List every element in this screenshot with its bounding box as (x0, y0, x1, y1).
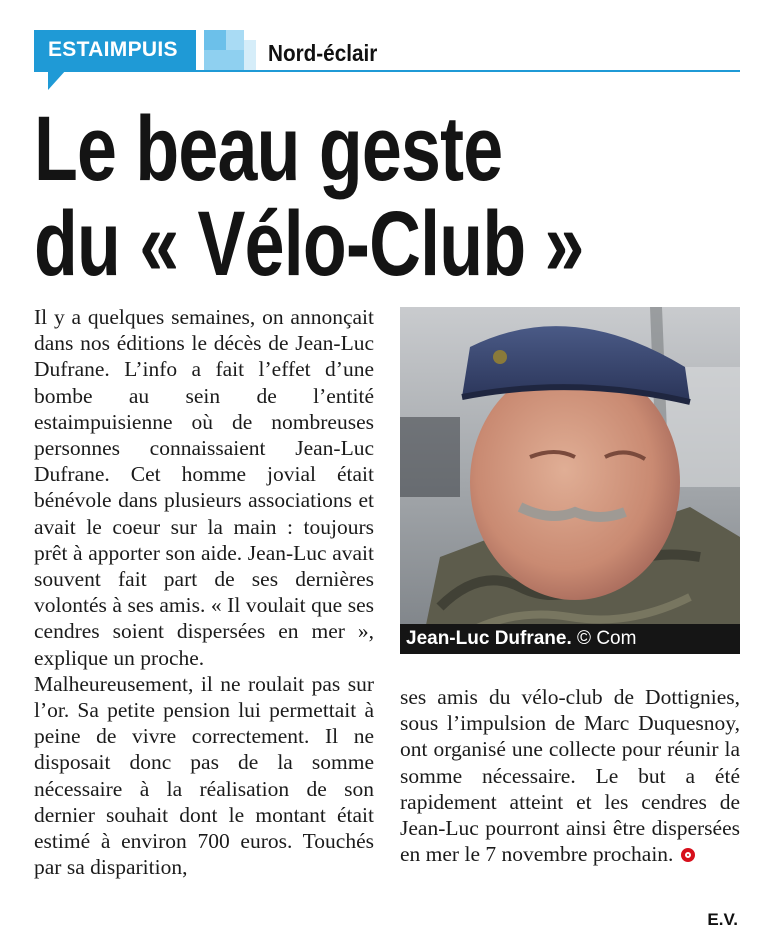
article-column-right (400, 684, 740, 867)
publication-name: Nord-éclair (268, 40, 378, 66)
headline-line-2: du « Vélo-Club » (34, 193, 584, 295)
portrait-illustration (400, 307, 740, 654)
caption-credit: © Com (577, 628, 637, 649)
author-signature: E.V. (707, 910, 738, 929)
caption-name: Jean-Luc Dufrane. (406, 628, 572, 649)
portrait-photo (400, 307, 740, 654)
section-tag-pointer (48, 70, 66, 90)
article-header (34, 30, 740, 92)
article-paragraph-3-text: ses amis du vélo-club de Dottignies, sous l’impulsion de Marc Duquesnoy, ont organisé une collecte pour réunir la somme nécessaire. Le but a été rapidement atteint et les cendres de Jean-Luc pourront ainsi être dispersées en mer le 7 novembre prochain. (400, 685, 740, 867)
article-column-left (34, 304, 374, 880)
article-paragraph-2: Malheureusement, il ne roulait pas sur l’or. Sa petite pension lui permettait à peine de vivre correctement. Il ne disposait donc pas de la somme nécessaire à la réalisation de son dernier souhait dont le montant était estimé à environ 700 euros. Touchés par sa disparition, (34, 671, 374, 880)
end-of-article-icon (681, 848, 695, 862)
headline (34, 98, 596, 295)
photo-caption (400, 624, 740, 654)
header-rule (34, 70, 740, 72)
decorative-blocks (204, 30, 254, 70)
article-paragraph-1: Il y a quelques semaines, on annonçait dans nos éditions le décès de Jean-Luc Dufrane. L’info a fait l’effet d’une bombe au sein de l’entité estaimpuisienne où de nombreuses personnes connaissaient Jean-Luc Dufrane. Cet homme jovial était bénévole dans plusieurs associations et avait le coeur sur la main : toujours prêt à apporter son aide. Jean-Luc avait souvent fait part de ses dernières volontés à ses amis. « Il voulait que ses cendres soient dispersées en mer », explique un proche. (34, 305, 374, 670)
article-paragraph-3 (400, 684, 740, 867)
headline-line-1: Le beau geste (34, 98, 503, 200)
section-tag: ESTAIMPUIS (34, 30, 196, 70)
